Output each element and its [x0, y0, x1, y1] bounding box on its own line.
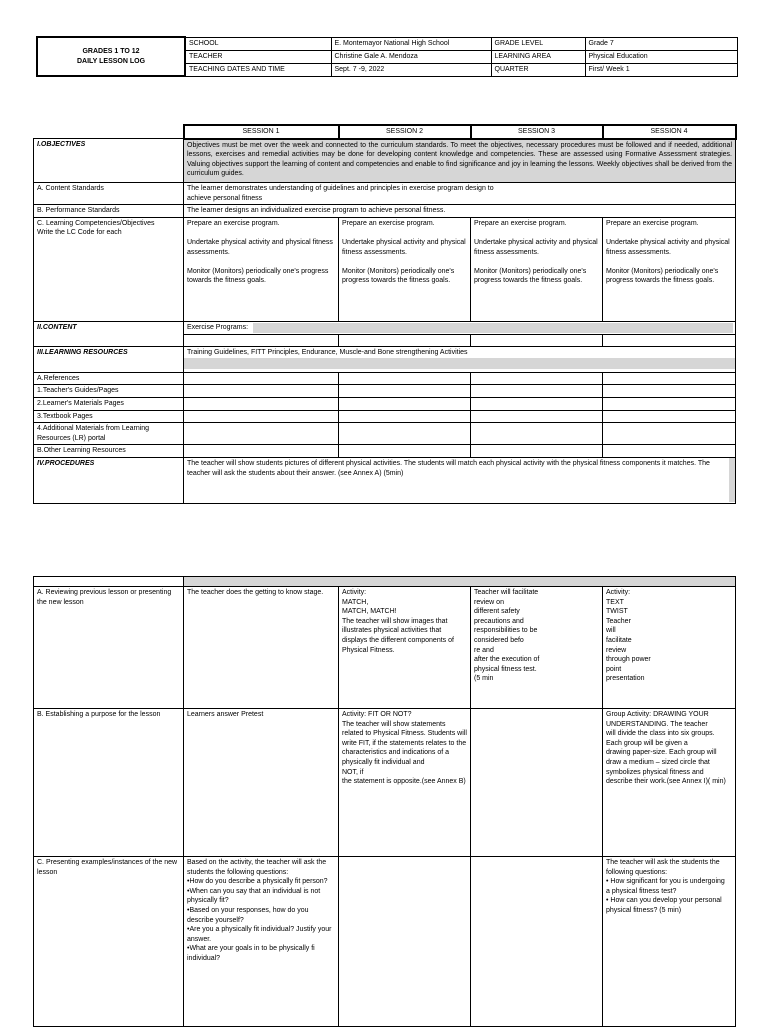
exercise-programs-text: Exercise Programs:	[187, 323, 249, 331]
teachers-guides-label: 1.Teacher's Guides/Pages	[34, 385, 184, 398]
row-a-session-4: Activity: TEXT TWIST Teacher will facilitate review through power point presentation	[603, 587, 736, 709]
procedures-label: IV.PROCEDURES	[34, 458, 184, 504]
row-a-session-3: Teacher will facilitate review on different safety precautions and responsibilities to be considered befo re and after the execution of physical fitness test. (5 min	[471, 587, 603, 709]
teacher-label: TEACHER	[185, 50, 331, 63]
competencies-label: C. Learning Competencies/Objectives Write the LC Code for each	[34, 217, 184, 321]
row-c-session-4: The teacher will ask the students the following questions: • How significant for you is undergoing a physical fitness test? • How can you develop your personal physical fitness? (5 min)	[603, 857, 736, 1027]
dates-label: TEACHING DATES AND TIME	[185, 63, 331, 76]
learners-materials-label: 2.Learner's Materials Pages	[34, 398, 184, 411]
row-b-session-1: Learners answer Pretest	[184, 709, 339, 857]
dates-value: Sept. 7 -9, 2022	[331, 63, 491, 76]
session-4-header: SESSION 4	[603, 125, 736, 139]
performance-standards-label: B. Performance Standards	[34, 205, 184, 218]
row-b-session-4: Group Activity: DRAWING YOUR UNDERSTANDING. The teacher will divide the class into six groups. Each group will be given a drawing paper-size. Each group will draw a medium – sized circle that symbolizes physical fitness and describe their work.(see Annex I)( min)	[603, 709, 736, 857]
session-3-header: SESSION 3	[471, 125, 603, 139]
resources-shaded-bar	[184, 358, 735, 369]
additional-materials-label: 4.Additional Materials from Learning Resources (LR) portal	[34, 423, 184, 445]
quarter-value: First/ Week 1	[585, 63, 737, 76]
learning-area-value: Physical Education	[585, 50, 737, 63]
performance-standards-text: The learner designs an individualized exercise program to achieve personal fitness.	[184, 205, 736, 218]
daily-lesson-log-title: GRADES 1 TO 12 DAILY LESSON LOG	[37, 37, 185, 76]
row-a-session-2: Activity: MATCH, MATCH, MATCH! The teacher will show images that illustrates physical activities that displays the different components of Physical Fitness.	[339, 587, 471, 709]
competencies-session-1: Prepare an exercise program. Undertake physical activity and physical fitness assessments. Monitor (Monitors) periodically one's progress towards the fitness goals.	[184, 217, 339, 321]
session-2-header: SESSION 2	[339, 125, 471, 139]
other-resources-label: B.Other Learning Resources	[34, 445, 184, 458]
row-b-label: B. Establishing a purpose for the lesson	[34, 709, 184, 857]
procedures-shaded-edge	[729, 458, 735, 502]
header-table	[36, 36, 738, 77]
references-label: A.References	[34, 372, 184, 385]
teacher-value: Christine Gale A. Mendoza	[331, 50, 491, 63]
row-b-session-2: Activity: FIT OR NOT? The teacher will show statements related to Physical Fitness. Students will write FIT, if the statements relates to the characteristics and indications of a physically fit individual and NOT, if the statement is opposite.(see Annex B)	[339, 709, 471, 857]
procedures-table	[33, 576, 736, 1027]
objectives-label: I.OBJECTIVES	[34, 139, 184, 183]
textbook-pages-label: 3.Textbook Pages	[34, 410, 184, 423]
grade-level-value: Grade 7	[585, 37, 737, 50]
row-c-session-1: Based on the activity, the teacher will ask the students the following questions: •How do you describe a physically fit person? •When can you say that an individual is not physically fit? •Based on your responses, how do you describe yourself? •Are you a physically fit individual? Justify your answer. •What are your goals in to be physically fi individual?	[184, 857, 339, 1027]
competencies-session-4: Prepare an exercise program. Undertake physical activity and physical fitness assessments. Monitor (Monitors) periodically one's progress towards the fitness goals.	[603, 217, 736, 321]
competencies-session-2: Prepare an exercise program. Undertake physical activity and physical fitness assessments. Monitor (Monitors) periodically one's progress towards the fitness goals.	[339, 217, 471, 321]
procedures-text: The teacher will show students pictures of different physical activities. The students will match each physical activity with the physical fitness components it matches. The teacher will ask the students about their answer. (see Annex A) (5min)	[184, 458, 736, 504]
learning-resources-label: III.LEARNING RESOURCES	[34, 346, 184, 372]
procedures-header-bar	[184, 577, 736, 587]
row-c-label: C. Presenting examples/instances of the new lesson	[34, 857, 184, 1027]
learning-resources-text: Training Guidelines, FITT Principles, Endurance, Muscle-and Bone strengthening Activities	[184, 346, 736, 372]
row-a-label: A. Reviewing previous lesson or presenting the new lesson	[34, 587, 184, 709]
objectives-text: Objectives must be met over the week and connected to the curriculum standards. To meet the objectives, necessary procedures must be followed and if needed, additional lessons, exercises and remedial activities may be done for developing content knowledge and competencies. These are assessed using Formative Assessment strategies. Valuing objectives support the learning of content and competencies and enable to find significance and joy in learning the lessons. Weekly objectives shall be derived from the curriculum guides.	[184, 139, 736, 183]
learning-area-label: LEARNING AREA	[491, 50, 585, 63]
row-c-session-3	[471, 857, 603, 1027]
quarter-label: QUARTER	[491, 63, 585, 76]
school-value: E. Montemayor National High School	[331, 37, 491, 50]
lesson-table	[33, 124, 737, 504]
row-c-session-2	[339, 857, 471, 1027]
row-b-session-3	[471, 709, 603, 857]
content-standards-label: A. Content Standards	[34, 183, 184, 205]
content-text	[184, 321, 736, 334]
content-shaded-bar	[253, 323, 733, 333]
row-a-session-1: The teacher does the getting to know stage.	[184, 587, 339, 709]
content-label: II.CONTENT	[34, 321, 184, 346]
grade-level-label: GRADE LEVEL	[491, 37, 585, 50]
school-label: SCHOOL	[185, 37, 331, 50]
session-1-header: SESSION 1	[184, 125, 339, 139]
competencies-session-3: Prepare an exercise program. Undertake physical activity and physical fitness assessments. Monitor (Monitors) periodically one's progress towards the fitness goals.	[471, 217, 603, 321]
content-standards-text: The learner demonstrates understanding of guidelines and principles in exercise program design to achieve personal fitness	[184, 183, 736, 205]
